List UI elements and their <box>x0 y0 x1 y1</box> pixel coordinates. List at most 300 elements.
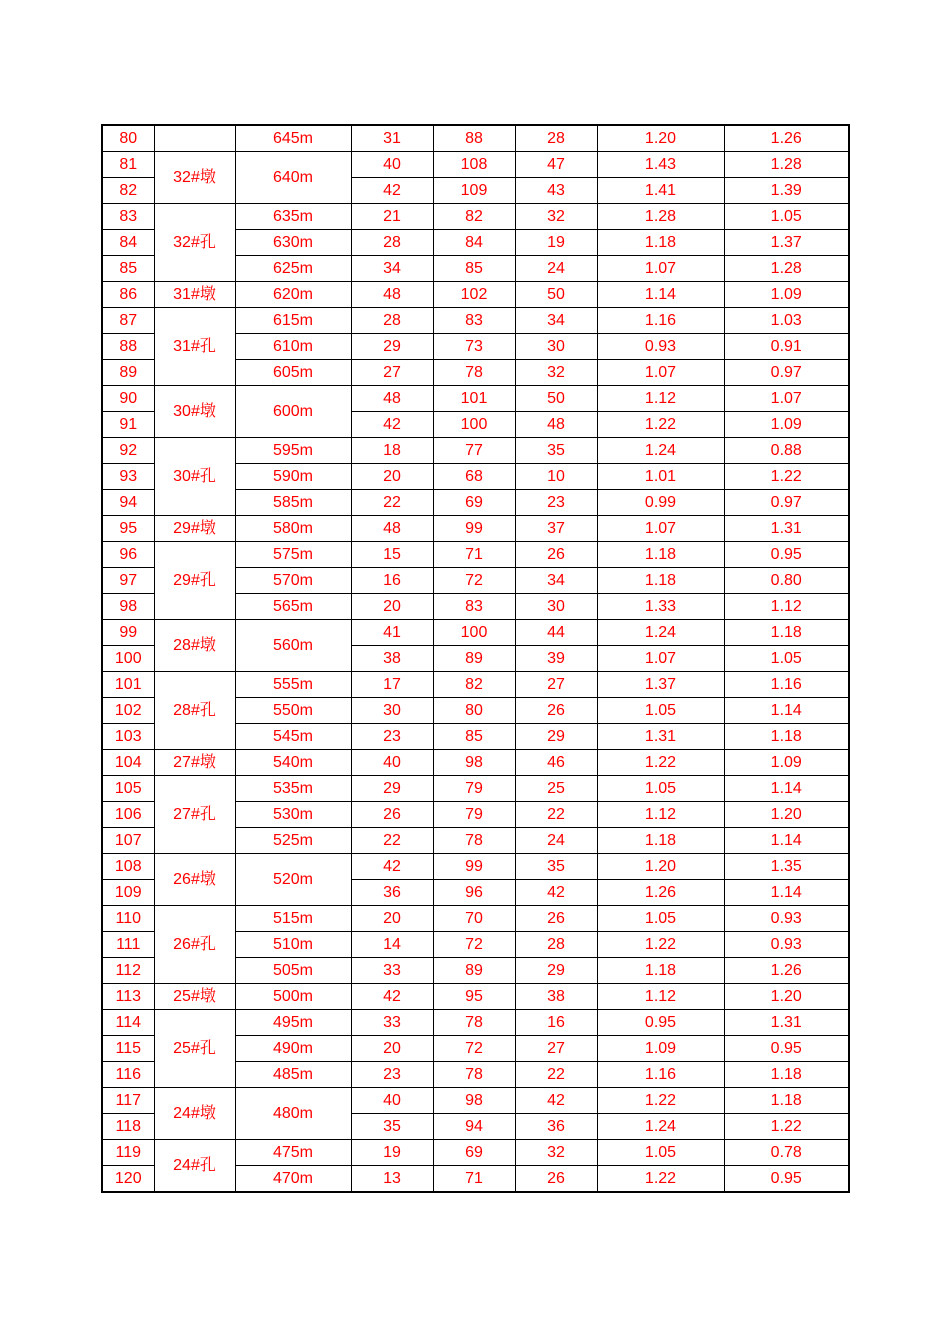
distance-cell: 625m <box>235 256 351 282</box>
value-b-cell: 99 <box>433 516 515 542</box>
distance-cell: 640m <box>235 152 351 204</box>
row-number-cell: 84 <box>102 230 154 256</box>
table-row <box>102 438 849 464</box>
position-cell: 25#墩 <box>154 984 235 1010</box>
value-b-cell: 89 <box>433 958 515 984</box>
ratio-e-cell: 1.18 <box>724 724 849 750</box>
ratio-e-cell: 1.39 <box>724 178 849 204</box>
distance-cell: 575m <box>235 542 351 568</box>
row-number-cell: 109 <box>102 880 154 906</box>
ratio-d-cell: 1.41 <box>597 178 724 204</box>
table-row <box>102 750 849 776</box>
ratio-d-cell: 1.07 <box>597 646 724 672</box>
distance-cell: 590m <box>235 464 351 490</box>
position-cell: 26#墩 <box>154 854 235 906</box>
ratio-e-cell: 0.91 <box>724 334 849 360</box>
row-number-cell: 93 <box>102 464 154 490</box>
value-a-cell: 20 <box>351 906 433 932</box>
row-number-cell: 98 <box>102 594 154 620</box>
distance-cell: 585m <box>235 490 351 516</box>
value-a-cell: 48 <box>351 282 433 308</box>
ratio-d-cell: 1.01 <box>597 464 724 490</box>
value-c-cell: 30 <box>515 594 597 620</box>
row-number-cell: 96 <box>102 542 154 568</box>
ratio-d-cell: 1.07 <box>597 516 724 542</box>
position-cell <box>154 125 235 152</box>
value-b-cell: 109 <box>433 178 515 204</box>
value-c-cell: 26 <box>515 906 597 932</box>
row-number-cell: 112 <box>102 958 154 984</box>
value-a-cell: 22 <box>351 828 433 854</box>
value-a-cell: 21 <box>351 204 433 230</box>
ratio-e-cell: 0.95 <box>724 542 849 568</box>
row-number-cell: 85 <box>102 256 154 282</box>
row-number-cell: 115 <box>102 1036 154 1062</box>
distance-cell: 565m <box>235 594 351 620</box>
value-a-cell: 42 <box>351 178 433 204</box>
row-number-cell: 86 <box>102 282 154 308</box>
value-b-cell: 83 <box>433 308 515 334</box>
value-b-cell: 71 <box>433 542 515 568</box>
ratio-d-cell: 1.26 <box>597 880 724 906</box>
value-c-cell: 42 <box>515 1088 597 1114</box>
value-b-cell: 100 <box>433 412 515 438</box>
table-body <box>102 125 849 1192</box>
value-b-cell: 96 <box>433 880 515 906</box>
ratio-e-cell: 1.26 <box>724 958 849 984</box>
ratio-d-cell: 1.18 <box>597 542 724 568</box>
row-number-cell: 108 <box>102 854 154 880</box>
value-a-cell: 15 <box>351 542 433 568</box>
value-b-cell: 98 <box>433 1088 515 1114</box>
ratio-e-cell: 0.88 <box>724 438 849 464</box>
distance-cell: 510m <box>235 932 351 958</box>
row-number-cell: 92 <box>102 438 154 464</box>
value-c-cell: 28 <box>515 125 597 152</box>
ratio-e-cell: 1.31 <box>724 516 849 542</box>
position-cell: 24#孔 <box>154 1140 235 1193</box>
value-a-cell: 36 <box>351 880 433 906</box>
ratio-d-cell: 1.22 <box>597 1088 724 1114</box>
position-cell: 29#孔 <box>154 542 235 620</box>
table-row <box>102 308 849 334</box>
value-b-cell: 80 <box>433 698 515 724</box>
value-b-cell: 101 <box>433 386 515 412</box>
ratio-e-cell: 1.22 <box>724 464 849 490</box>
value-a-cell: 48 <box>351 386 433 412</box>
ratio-e-cell: 1.16 <box>724 672 849 698</box>
ratio-e-cell: 1.12 <box>724 594 849 620</box>
ratio-e-cell: 0.95 <box>724 1166 849 1193</box>
position-cell: 30#孔 <box>154 438 235 516</box>
row-number-cell: 104 <box>102 750 154 776</box>
value-b-cell: 84 <box>433 230 515 256</box>
value-c-cell: 26 <box>515 698 597 724</box>
distance-cell: 550m <box>235 698 351 724</box>
value-a-cell: 42 <box>351 412 433 438</box>
row-number-cell: 89 <box>102 360 154 386</box>
distance-cell: 630m <box>235 230 351 256</box>
value-b-cell: 82 <box>433 672 515 698</box>
value-a-cell: 23 <box>351 724 433 750</box>
value-a-cell: 48 <box>351 516 433 542</box>
ratio-d-cell: 1.33 <box>597 594 724 620</box>
value-a-cell: 22 <box>351 490 433 516</box>
value-a-cell: 13 <box>351 1166 433 1193</box>
value-b-cell: 72 <box>433 1036 515 1062</box>
ratio-e-cell: 0.93 <box>724 906 849 932</box>
value-a-cell: 17 <box>351 672 433 698</box>
table-row <box>102 125 849 152</box>
value-c-cell: 35 <box>515 854 597 880</box>
distance-cell: 525m <box>235 828 351 854</box>
ratio-e-cell: 1.14 <box>724 880 849 906</box>
distance-cell: 470m <box>235 1166 351 1193</box>
ratio-d-cell: 1.12 <box>597 386 724 412</box>
value-a-cell: 33 <box>351 958 433 984</box>
table-row <box>102 386 849 412</box>
value-a-cell: 14 <box>351 932 433 958</box>
ratio-e-cell: 1.14 <box>724 776 849 802</box>
row-number-cell: 80 <box>102 125 154 152</box>
value-a-cell: 23 <box>351 1062 433 1088</box>
value-c-cell: 36 <box>515 1114 597 1140</box>
ratio-d-cell: 1.05 <box>597 776 724 802</box>
row-number-cell: 90 <box>102 386 154 412</box>
value-c-cell: 26 <box>515 542 597 568</box>
position-cell: 24#墩 <box>154 1088 235 1140</box>
ratio-e-cell: 1.18 <box>724 1088 849 1114</box>
value-b-cell: 89 <box>433 646 515 672</box>
table-row <box>102 672 849 698</box>
position-cell: 25#孔 <box>154 1010 235 1088</box>
row-number-cell: 88 <box>102 334 154 360</box>
position-cell: 29#墩 <box>154 516 235 542</box>
ratio-e-cell: 1.05 <box>724 646 849 672</box>
value-c-cell: 27 <box>515 1036 597 1062</box>
table-row <box>102 620 849 646</box>
row-number-cell: 81 <box>102 152 154 178</box>
distance-cell: 580m <box>235 516 351 542</box>
ratio-d-cell: 1.22 <box>597 750 724 776</box>
value-a-cell: 31 <box>351 125 433 152</box>
row-number-cell: 95 <box>102 516 154 542</box>
value-a-cell: 42 <box>351 854 433 880</box>
value-b-cell: 94 <box>433 1114 515 1140</box>
table-row <box>102 776 849 802</box>
data-table <box>101 124 850 1193</box>
distance-cell: 505m <box>235 958 351 984</box>
ratio-d-cell: 1.05 <box>597 698 724 724</box>
value-b-cell: 108 <box>433 152 515 178</box>
value-a-cell: 20 <box>351 594 433 620</box>
table-row <box>102 854 849 880</box>
ratio-d-cell: 1.31 <box>597 724 724 750</box>
value-c-cell: 37 <box>515 516 597 542</box>
value-c-cell: 27 <box>515 672 597 698</box>
value-c-cell: 30 <box>515 334 597 360</box>
table-row <box>102 204 849 230</box>
position-cell: 32#孔 <box>154 204 235 282</box>
position-cell: 27#墩 <box>154 750 235 776</box>
value-a-cell: 40 <box>351 1088 433 1114</box>
value-c-cell: 34 <box>515 308 597 334</box>
value-b-cell: 85 <box>433 256 515 282</box>
ratio-d-cell: 1.16 <box>597 1062 724 1088</box>
value-b-cell: 102 <box>433 282 515 308</box>
ratio-e-cell: 1.28 <box>724 256 849 282</box>
ratio-e-cell: 1.20 <box>724 802 849 828</box>
value-a-cell: 27 <box>351 360 433 386</box>
value-b-cell: 79 <box>433 776 515 802</box>
value-a-cell: 29 <box>351 334 433 360</box>
distance-cell: 485m <box>235 1062 351 1088</box>
row-number-cell: 99 <box>102 620 154 646</box>
value-a-cell: 38 <box>351 646 433 672</box>
value-c-cell: 23 <box>515 490 597 516</box>
value-b-cell: 78 <box>433 1062 515 1088</box>
value-c-cell: 29 <box>515 724 597 750</box>
distance-cell: 545m <box>235 724 351 750</box>
value-a-cell: 30 <box>351 698 433 724</box>
value-c-cell: 24 <box>515 256 597 282</box>
ratio-e-cell: 1.03 <box>724 308 849 334</box>
ratio-d-cell: 1.22 <box>597 932 724 958</box>
ratio-e-cell: 0.80 <box>724 568 849 594</box>
distance-cell: 500m <box>235 984 351 1010</box>
distance-cell: 615m <box>235 308 351 334</box>
ratio-e-cell: 1.18 <box>724 620 849 646</box>
value-b-cell: 71 <box>433 1166 515 1193</box>
value-a-cell: 42 <box>351 984 433 1010</box>
row-number-cell: 117 <box>102 1088 154 1114</box>
value-b-cell: 88 <box>433 125 515 152</box>
ratio-d-cell: 1.12 <box>597 802 724 828</box>
value-b-cell: 98 <box>433 750 515 776</box>
value-c-cell: 48 <box>515 412 597 438</box>
distance-cell: 495m <box>235 1010 351 1036</box>
position-cell: 31#墩 <box>154 282 235 308</box>
value-c-cell: 32 <box>515 1140 597 1166</box>
ratio-d-cell: 1.28 <box>597 204 724 230</box>
distance-cell: 530m <box>235 802 351 828</box>
row-number-cell: 105 <box>102 776 154 802</box>
value-c-cell: 10 <box>515 464 597 490</box>
row-number-cell: 119 <box>102 1140 154 1166</box>
value-c-cell: 19 <box>515 230 597 256</box>
distance-cell: 520m <box>235 854 351 906</box>
row-number-cell: 113 <box>102 984 154 1010</box>
value-b-cell: 69 <box>433 490 515 516</box>
row-number-cell: 101 <box>102 672 154 698</box>
row-number-cell: 82 <box>102 178 154 204</box>
ratio-e-cell: 1.31 <box>724 1010 849 1036</box>
row-number-cell: 107 <box>102 828 154 854</box>
row-number-cell: 110 <box>102 906 154 932</box>
distance-cell: 480m <box>235 1088 351 1140</box>
ratio-d-cell: 1.22 <box>597 1166 724 1193</box>
value-c-cell: 46 <box>515 750 597 776</box>
ratio-d-cell: 1.09 <box>597 1036 724 1062</box>
row-number-cell: 106 <box>102 802 154 828</box>
value-c-cell: 28 <box>515 932 597 958</box>
table-row <box>102 1088 849 1114</box>
row-number-cell: 94 <box>102 490 154 516</box>
ratio-d-cell: 1.24 <box>597 620 724 646</box>
ratio-d-cell: 1.07 <box>597 256 724 282</box>
distance-cell: 635m <box>235 204 351 230</box>
ratio-e-cell: 1.37 <box>724 230 849 256</box>
value-b-cell: 73 <box>433 334 515 360</box>
distance-cell: 600m <box>235 386 351 438</box>
position-cell: 31#孔 <box>154 308 235 386</box>
row-number-cell: 102 <box>102 698 154 724</box>
value-b-cell: 70 <box>433 906 515 932</box>
value-b-cell: 77 <box>433 438 515 464</box>
value-c-cell: 24 <box>515 828 597 854</box>
row-number-cell: 97 <box>102 568 154 594</box>
value-c-cell: 44 <box>515 620 597 646</box>
ratio-e-cell: 1.14 <box>724 828 849 854</box>
value-c-cell: 34 <box>515 568 597 594</box>
value-b-cell: 95 <box>433 984 515 1010</box>
distance-cell: 535m <box>235 776 351 802</box>
value-b-cell: 100 <box>433 620 515 646</box>
value-c-cell: 50 <box>515 386 597 412</box>
distance-cell: 560m <box>235 620 351 672</box>
value-c-cell: 42 <box>515 880 597 906</box>
value-c-cell: 50 <box>515 282 597 308</box>
table-row <box>102 906 849 932</box>
table-row <box>102 1140 849 1166</box>
ratio-e-cell: 1.09 <box>724 282 849 308</box>
ratio-d-cell: 1.18 <box>597 568 724 594</box>
distance-cell: 605m <box>235 360 351 386</box>
ratio-d-cell: 1.05 <box>597 906 724 932</box>
value-c-cell: 22 <box>515 1062 597 1088</box>
ratio-e-cell: 1.05 <box>724 204 849 230</box>
ratio-e-cell: 1.09 <box>724 412 849 438</box>
ratio-d-cell: 1.24 <box>597 1114 724 1140</box>
ratio-d-cell: 1.22 <box>597 412 724 438</box>
ratio-d-cell: 0.99 <box>597 490 724 516</box>
value-a-cell: 41 <box>351 620 433 646</box>
value-a-cell: 40 <box>351 152 433 178</box>
table-row <box>102 282 849 308</box>
value-b-cell: 78 <box>433 828 515 854</box>
value-a-cell: 29 <box>351 776 433 802</box>
row-number-cell: 118 <box>102 1114 154 1140</box>
value-b-cell: 85 <box>433 724 515 750</box>
distance-cell: 570m <box>235 568 351 594</box>
row-number-cell: 83 <box>102 204 154 230</box>
ratio-d-cell: 1.18 <box>597 828 724 854</box>
ratio-e-cell: 1.28 <box>724 152 849 178</box>
position-cell: 28#孔 <box>154 672 235 750</box>
position-cell: 30#墩 <box>154 386 235 438</box>
table-row <box>102 152 849 178</box>
ratio-e-cell: 0.78 <box>724 1140 849 1166</box>
row-number-cell: 91 <box>102 412 154 438</box>
value-a-cell: 20 <box>351 464 433 490</box>
value-a-cell: 18 <box>351 438 433 464</box>
value-c-cell: 22 <box>515 802 597 828</box>
value-c-cell: 26 <box>515 1166 597 1193</box>
ratio-e-cell: 1.09 <box>724 750 849 776</box>
row-number-cell: 114 <box>102 1010 154 1036</box>
ratio-d-cell: 1.12 <box>597 984 724 1010</box>
distance-cell: 620m <box>235 282 351 308</box>
position-cell: 26#孔 <box>154 906 235 984</box>
table-row <box>102 516 849 542</box>
ratio-e-cell: 1.20 <box>724 984 849 1010</box>
value-b-cell: 82 <box>433 204 515 230</box>
value-a-cell: 16 <box>351 568 433 594</box>
position-cell: 32#墩 <box>154 152 235 204</box>
value-c-cell: 25 <box>515 776 597 802</box>
value-a-cell: 28 <box>351 308 433 334</box>
value-b-cell: 68 <box>433 464 515 490</box>
ratio-d-cell: 1.05 <box>597 1140 724 1166</box>
value-c-cell: 35 <box>515 438 597 464</box>
distance-cell: 515m <box>235 906 351 932</box>
position-cell: 28#墩 <box>154 620 235 672</box>
value-a-cell: 26 <box>351 802 433 828</box>
ratio-d-cell: 1.18 <box>597 958 724 984</box>
value-b-cell: 83 <box>433 594 515 620</box>
value-c-cell: 43 <box>515 178 597 204</box>
ratio-e-cell: 0.97 <box>724 360 849 386</box>
table-row <box>102 542 849 568</box>
value-b-cell: 78 <box>433 360 515 386</box>
distance-cell: 595m <box>235 438 351 464</box>
value-a-cell: 33 <box>351 1010 433 1036</box>
distance-cell: 555m <box>235 672 351 698</box>
row-number-cell: 116 <box>102 1062 154 1088</box>
ratio-d-cell: 1.43 <box>597 152 724 178</box>
ratio-e-cell: 1.26 <box>724 125 849 152</box>
value-b-cell: 79 <box>433 802 515 828</box>
distance-cell: 645m <box>235 125 351 152</box>
ratio-e-cell: 0.97 <box>724 490 849 516</box>
table-row <box>102 984 849 1010</box>
value-b-cell: 69 <box>433 1140 515 1166</box>
table-row <box>102 1010 849 1036</box>
distance-cell: 610m <box>235 334 351 360</box>
position-cell: 27#孔 <box>154 776 235 854</box>
value-c-cell: 32 <box>515 204 597 230</box>
value-a-cell: 34 <box>351 256 433 282</box>
ratio-d-cell: 1.37 <box>597 672 724 698</box>
ratio-d-cell: 0.93 <box>597 334 724 360</box>
value-a-cell: 20 <box>351 1036 433 1062</box>
value-c-cell: 47 <box>515 152 597 178</box>
ratio-d-cell: 0.95 <box>597 1010 724 1036</box>
value-a-cell: 19 <box>351 1140 433 1166</box>
value-a-cell: 35 <box>351 1114 433 1140</box>
ratio-d-cell: 1.14 <box>597 282 724 308</box>
ratio-d-cell: 1.24 <box>597 438 724 464</box>
distance-cell: 475m <box>235 1140 351 1166</box>
ratio-e-cell: 1.35 <box>724 854 849 880</box>
distance-cell: 490m <box>235 1036 351 1062</box>
data-table-wrapper <box>101 124 850 1193</box>
row-number-cell: 103 <box>102 724 154 750</box>
distance-cell: 540m <box>235 750 351 776</box>
row-number-cell: 111 <box>102 932 154 958</box>
value-a-cell: 28 <box>351 230 433 256</box>
ratio-e-cell: 1.18 <box>724 1062 849 1088</box>
